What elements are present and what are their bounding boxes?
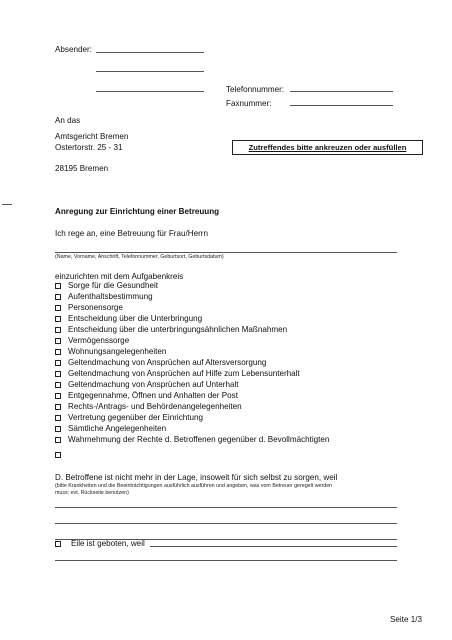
task-checkbox-13[interactable] xyxy=(55,415,61,421)
task-label-5: Entscheidung über die unterbringungsähnlichen Maßnahmen xyxy=(68,325,288,334)
fax-label: Faxnummer: xyxy=(226,99,272,108)
task-checkbox-4[interactable] xyxy=(55,316,61,322)
task-label-8: Geltendmachung von Ansprüchen auf Altersversorgung xyxy=(68,358,267,367)
task-label-12: Rechts-/Antrags- und Behördenangelegenheiten xyxy=(68,402,242,411)
task-label-15: Wahrnehmung der Rechte d. Betroffenen gegenüber d. Bevollmächtigten xyxy=(68,435,330,444)
reason-line-1[interactable] xyxy=(55,507,397,508)
court-name: Amtsgericht Bremen xyxy=(55,132,129,141)
task-label-4: Entscheidung über die Unterbringung xyxy=(68,314,203,323)
person-hint: (Name, Vorname, Anschrift, Telefonnummer, Geburtsort, Geburtsdatum) xyxy=(55,254,224,260)
urgent-label: Eile ist geboten, weil xyxy=(71,539,145,548)
fax-line[interactable] xyxy=(290,105,393,106)
urgent-checkbox[interactable] xyxy=(55,541,61,547)
form-title: Anregung zur Einrichtung einer Betreuung xyxy=(55,207,220,216)
task-label-14: Sämtliche Angelegenheiten xyxy=(68,424,167,433)
task-checkbox-5[interactable] xyxy=(55,327,61,333)
urgent-line[interactable] xyxy=(150,546,397,547)
reason-line-2[interactable] xyxy=(55,523,397,524)
task-label-11: Entgegennahme, Öffnen und Anhalten der Post xyxy=(68,391,238,400)
task-checkbox-15[interactable] xyxy=(55,437,61,443)
task-checkbox-2[interactable] xyxy=(55,294,61,300)
reason-hint-2: muss; evt. Rückseite benutzen) xyxy=(55,490,129,496)
intro-text: Ich rege an, eine Betreuung für Frau/Herrn xyxy=(55,229,208,238)
task-checkbox-3[interactable] xyxy=(55,305,61,311)
fold-mark xyxy=(2,204,12,205)
court-city: 28195 Bremen xyxy=(55,164,109,173)
person-line[interactable] xyxy=(55,252,397,253)
an-das-text: An das xyxy=(55,116,81,125)
task-label-9: Geltendmachung von Ansprüchen auf Hilfe zum Lebensunterhalt xyxy=(68,369,300,378)
task-label-2: Aufenthaltsbestimmung xyxy=(68,292,153,301)
task-checkbox-12[interactable] xyxy=(55,404,61,410)
task-label-1: Sorge für die Gesundheit xyxy=(68,281,158,290)
task-label-7: Wohnungsangelegenheiten xyxy=(68,347,167,356)
task-checkbox-1[interactable] xyxy=(55,283,61,289)
task-checkbox-11[interactable] xyxy=(55,393,61,399)
task-checkbox-7[interactable] xyxy=(55,349,61,355)
page-number: Seite 1/3 xyxy=(390,615,422,624)
task-label-10: Geltendmachung von Ansprüchen auf Unterhalt xyxy=(68,380,239,389)
instruction-box: Zutreffendes bitte ankreuzen oder ausfüllen xyxy=(232,140,423,155)
task-checkbox-14[interactable] xyxy=(55,426,61,432)
task-checkbox-9[interactable] xyxy=(55,371,61,377)
telefon-label: Telefonnummer: xyxy=(226,85,285,94)
task-checkbox-other[interactable] xyxy=(55,452,61,458)
telefon-line[interactable] xyxy=(290,91,393,92)
scope-label: einzurichten mit dem Aufgabenkreis xyxy=(55,272,184,281)
task-label-6: Vermögenssorge xyxy=(68,336,130,345)
task-checkbox-10[interactable] xyxy=(55,382,61,388)
absender-label: Absender: xyxy=(55,45,92,54)
reason-statement: D. Betroffene ist nicht mehr in der Lage, insoweit für sich selbst zu sorgen, weil xyxy=(55,473,338,482)
task-label-13: Vertretung gegenüber der Einrichtung xyxy=(68,413,203,422)
task-checkbox-6[interactable] xyxy=(55,338,61,344)
task-checkbox-8[interactable] xyxy=(55,360,61,366)
task-label-3: Personensorge xyxy=(68,303,123,312)
reason-hint-1: (bitte Krankheiten und die Beeinträchtigungen ausführlich ausführen und angeben, was vom Betreuer geregelt werden xyxy=(55,483,333,489)
urgent-line-2[interactable] xyxy=(55,560,397,561)
court-street: Ostertorstr. 25 - 31 xyxy=(55,143,123,152)
absender-line-3[interactable] xyxy=(96,91,204,92)
absender-line-2[interactable] xyxy=(96,71,204,72)
absender-line-1[interactable] xyxy=(96,52,204,53)
